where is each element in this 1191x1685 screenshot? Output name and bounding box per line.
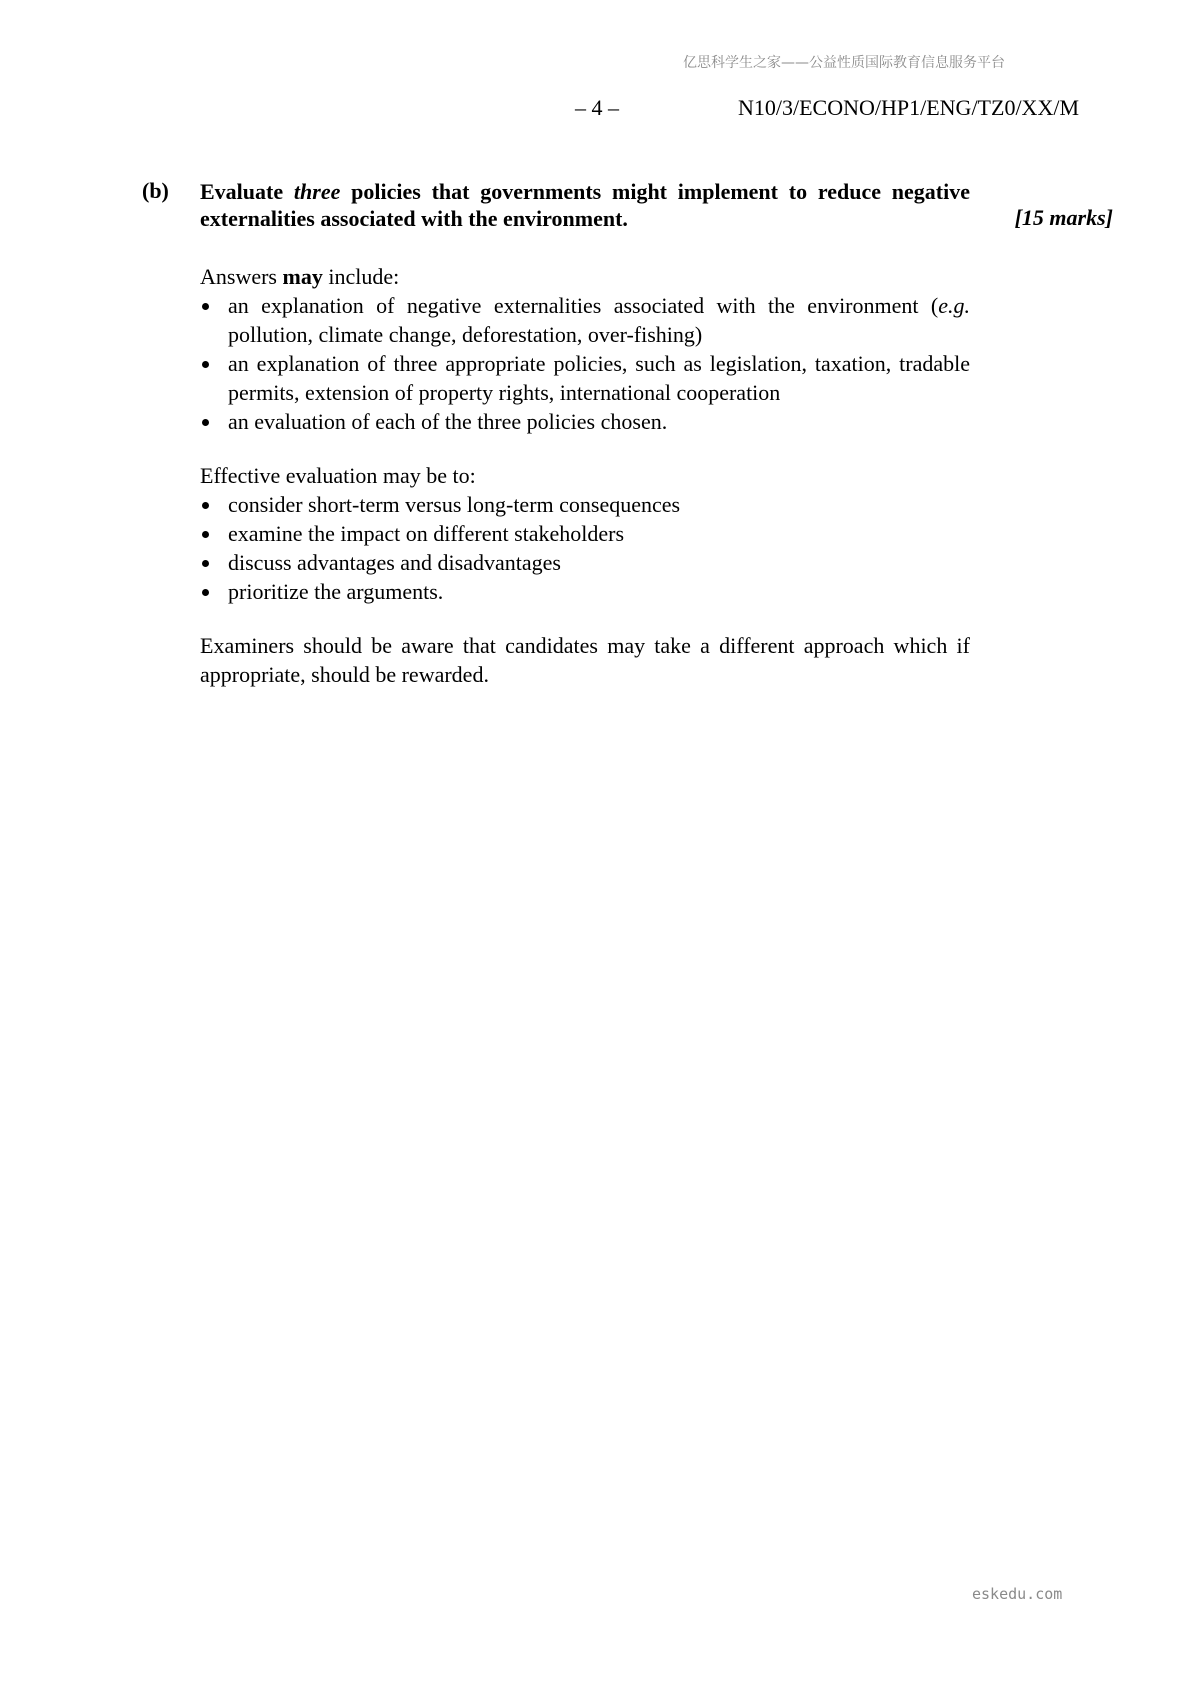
markscheme-body xyxy=(200,262,970,689)
evaluation-list-item xyxy=(200,548,970,577)
evaluation-list-item xyxy=(200,490,970,519)
bullet-text-emphasis: e.g. xyxy=(938,293,970,318)
answers-list xyxy=(200,291,970,436)
evaluation-list-item xyxy=(200,577,970,606)
bullet-icon xyxy=(202,303,209,310)
bullet-text-start: an explanation of negative externalities associated with the environment ( xyxy=(228,293,939,318)
answers-list-item xyxy=(200,349,970,407)
answers-intro-end: include: xyxy=(322,264,400,289)
bullet-text: an evaluation of each of the three policies chosen. xyxy=(228,409,668,434)
bullet-icon xyxy=(202,589,209,596)
answers-list-item xyxy=(200,291,970,349)
question-text xyxy=(200,178,970,232)
bullet-icon xyxy=(202,531,209,538)
bullet-text-end: pollution, climate change, deforestation, over-fishing) xyxy=(228,322,703,347)
answers-list-item xyxy=(200,407,970,436)
question-text-start: Evaluate xyxy=(200,179,294,204)
closing-note: Examiners should be aware that candidates may take a different approach which if appropriate, should be rewarded. xyxy=(200,633,970,687)
answers-intro xyxy=(200,262,970,291)
bullet-text: prioritize the arguments. xyxy=(228,579,444,604)
bullet-text: discuss advantages and disadvantages xyxy=(228,550,561,575)
question-text-end: policies that governments might implement to reduce negative externalities associated with the environment. xyxy=(200,179,970,231)
question-emphasis: three xyxy=(293,179,341,204)
question-label: (b) xyxy=(142,178,169,203)
evaluation-list xyxy=(200,490,970,606)
evaluation-list-item xyxy=(200,519,970,548)
document-code: N10/3/ECONO/HP1/ENG/TZ0/XX/M xyxy=(738,95,1079,120)
marks-allocation: [15 marks] xyxy=(1014,205,1113,230)
bullet-icon xyxy=(202,419,209,426)
bullet-icon xyxy=(202,361,209,368)
footer-watermark: eskedu.com xyxy=(972,1585,1063,1603)
bullet-text: consider short-term versus long-term consequences xyxy=(228,492,681,517)
bullet-text: examine the impact on different stakeholders xyxy=(228,521,625,546)
page-number: – 4 – xyxy=(575,95,619,120)
answers-intro-start: Answers xyxy=(200,264,283,289)
header-watermark: 亿思科学生之家——公益性质国际教育信息服务平台 xyxy=(683,55,1005,71)
evaluation-intro: Effective evaluation may be to: xyxy=(200,463,476,488)
bullet-icon xyxy=(202,560,209,567)
bullet-text: an explanation of three appropriate policies, such as legislation, taxation, tradable permits, extension of property rights, international cooperation xyxy=(228,351,970,405)
answers-intro-emphasis: may xyxy=(282,264,323,289)
bullet-icon xyxy=(202,502,209,509)
